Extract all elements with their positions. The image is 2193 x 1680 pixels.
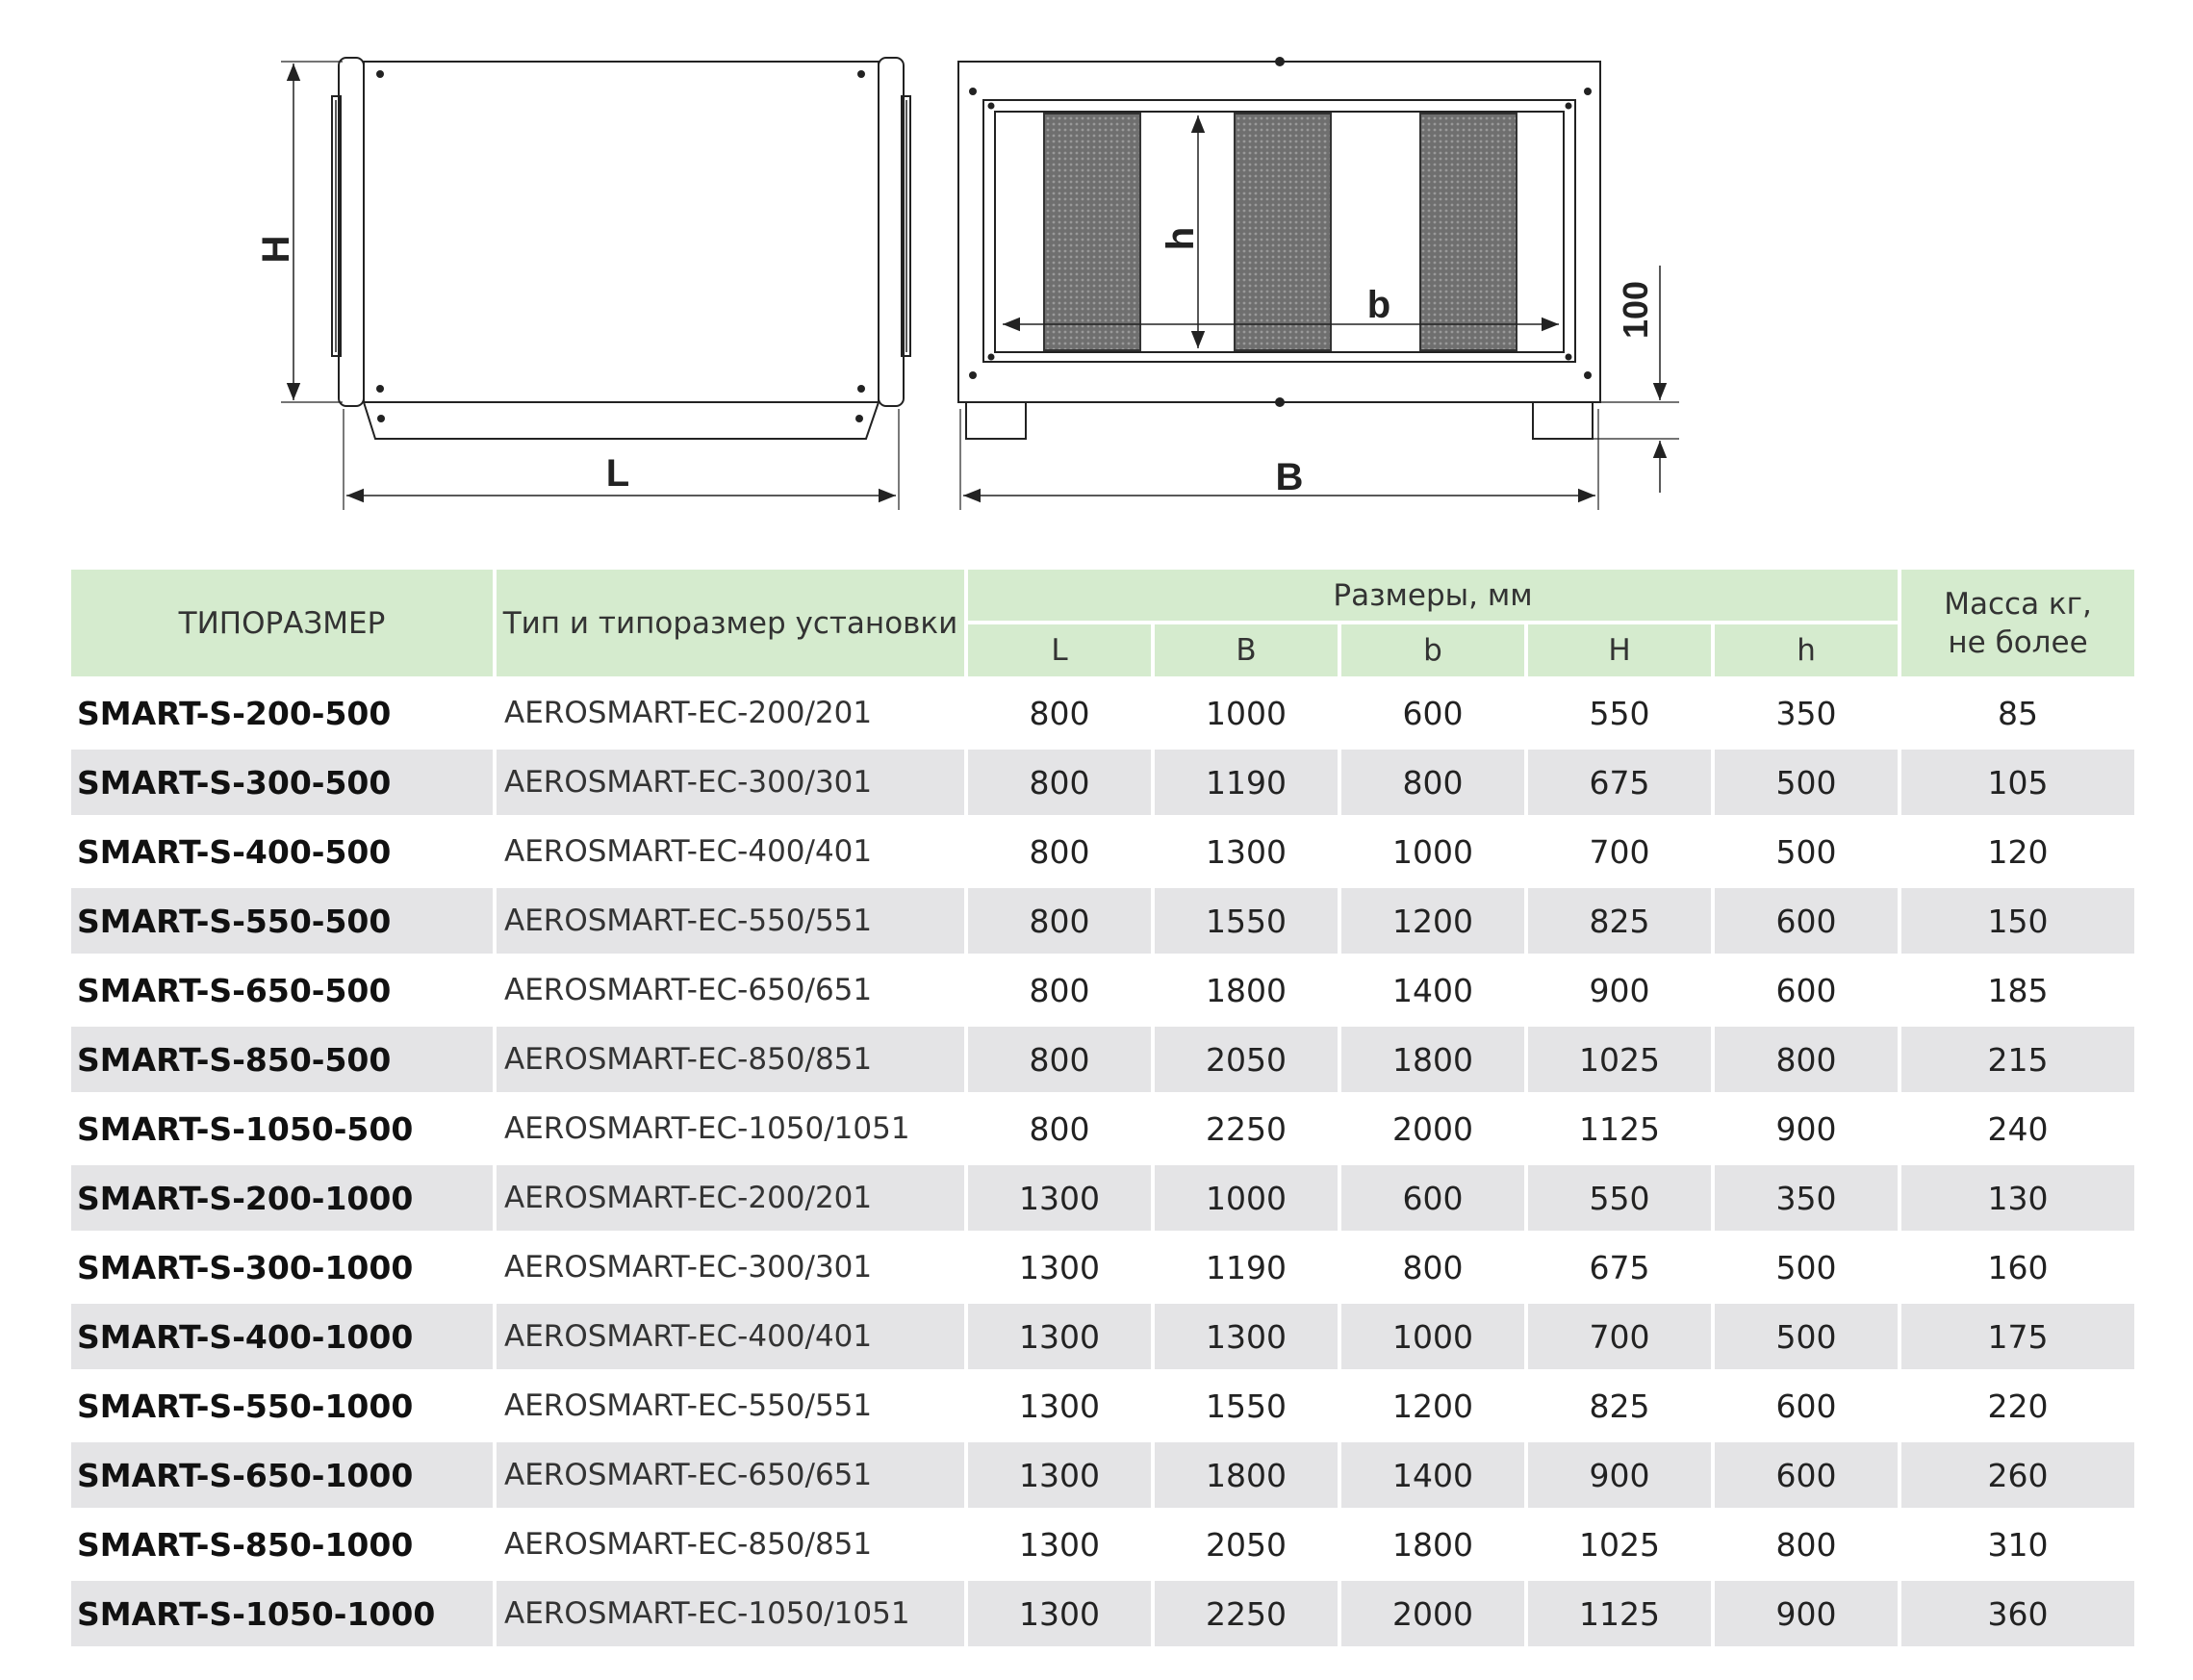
cell-model: SMART-S-1050-500 — [77, 1109, 414, 1148]
cell-B: 2050 — [1206, 1525, 1287, 1564]
cell-mass: 85 — [1998, 694, 2039, 732]
cell-L: 1300 — [968, 1165, 1151, 1231]
cell-model: SMART-S-400-500 — [77, 832, 392, 871]
cell-H: 550 — [1589, 694, 1650, 732]
cell-h: 500 — [1715, 750, 1898, 815]
table-row — [71, 680, 2134, 746]
table-row — [71, 1581, 2134, 1646]
table-row — [71, 1235, 2134, 1300]
table-row — [71, 750, 2134, 815]
cell-model: SMART-S-1050-1000 — [71, 1581, 493, 1646]
cell-b: 2000 — [1392, 1109, 1473, 1148]
cell-h: 800 — [1715, 1027, 1898, 1092]
cell-unit: AEROSMART-EC-300/301 — [504, 1250, 873, 1285]
header-dim-L: L — [968, 624, 1151, 676]
cell-L: 1300 — [968, 1442, 1151, 1508]
cell-H: 550 — [1528, 1165, 1711, 1231]
cell-L: 800 — [968, 750, 1151, 815]
cell-L: 800 — [1029, 971, 1090, 1009]
table-row — [71, 888, 2134, 954]
header-model: ТИПОРАЗМЕР — [71, 570, 493, 676]
cell-mass: 120 — [1987, 832, 2049, 871]
cell-H: 825 — [1528, 888, 1711, 954]
cell-unit: AEROSMART-EC-850/851 — [497, 1027, 964, 1092]
cell-model: SMART-S-200-1000 — [71, 1165, 493, 1231]
cell-unit: AEROSMART-EC-200/201 — [504, 696, 873, 730]
table-row — [71, 1027, 2134, 1092]
cell-mass: 185 — [1987, 971, 2049, 1009]
cell-h: 500 — [1775, 832, 1837, 871]
cell-H: 1025 — [1579, 1525, 1660, 1564]
cell-unit: AEROSMART-EC-200/201 — [497, 1165, 964, 1231]
cell-H: 675 — [1528, 750, 1711, 815]
table-row — [71, 1442, 2134, 1508]
cell-mass: 260 — [1901, 1442, 2134, 1508]
header-dim-h: h — [1715, 624, 1898, 676]
cell-h: 900 — [1775, 1109, 1837, 1148]
cell-B: 1300 — [1155, 1304, 1338, 1369]
header-dimensions: Размеры, мм — [968, 570, 1898, 621]
cell-h: 350 — [1775, 694, 1837, 732]
table-row — [71, 957, 2134, 1023]
cell-b: 600 — [1402, 694, 1464, 732]
cell-model: SMART-S-850-1000 — [77, 1525, 414, 1564]
cell-b: 1800 — [1392, 1525, 1473, 1564]
cell-model: SMART-S-300-1000 — [77, 1248, 414, 1286]
cell-L: 1300 — [1019, 1387, 1100, 1425]
cell-h: 500 — [1715, 1304, 1898, 1369]
cell-h: 600 — [1775, 1387, 1837, 1425]
cell-L: 1300 — [1019, 1525, 1100, 1564]
width-dim-label: B — [1275, 456, 1304, 498]
table-row — [71, 1165, 2134, 1231]
side-view — [281, 58, 910, 510]
cell-h: 600 — [1775, 971, 1837, 1009]
table-row — [71, 1096, 2134, 1161]
cell-unit: AEROSMART-EC-550/551 — [504, 1388, 873, 1423]
cell-L: 1300 — [968, 1304, 1151, 1369]
cell-unit: AEROSMART-EC-1050/1051 — [504, 1111, 910, 1146]
cell-model: SMART-S-200-500 — [77, 694, 392, 732]
cell-mass: 310 — [1987, 1525, 2049, 1564]
cell-b: 1200 — [1392, 1387, 1473, 1425]
cell-B: 1550 — [1206, 1387, 1287, 1425]
cell-H: 700 — [1589, 832, 1650, 871]
header-dim-H: H — [1528, 624, 1711, 676]
header-dim-b: b — [1341, 624, 1524, 676]
cell-H: 1125 — [1579, 1109, 1660, 1148]
cell-unit: AEROSMART-EC-400/401 — [504, 834, 873, 869]
cell-H: 1125 — [1528, 1581, 1711, 1646]
height-dim-label: H — [255, 235, 297, 264]
cell-L: 800 — [1029, 1109, 1090, 1148]
table-row — [71, 1304, 2134, 1369]
cell-B: 1550 — [1155, 888, 1338, 954]
cell-mass: 220 — [1987, 1387, 2049, 1425]
cell-unit: AEROSMART-EC-850/851 — [504, 1527, 873, 1562]
cell-B: 1800 — [1155, 1442, 1338, 1508]
cell-mass: 175 — [1901, 1304, 2134, 1369]
cell-model: SMART-S-300-500 — [71, 750, 493, 815]
cell-L: 800 — [968, 888, 1151, 954]
table-row — [71, 819, 2134, 884]
cell-L: 800 — [1029, 832, 1090, 871]
cell-unit: AEROSMART-EC-550/551 — [497, 888, 964, 954]
cell-b: 1400 — [1392, 971, 1473, 1009]
cell-b: 1800 — [1341, 1027, 1524, 1092]
cell-h: 350 — [1715, 1165, 1898, 1231]
cell-model: SMART-S-400-1000 — [71, 1304, 493, 1369]
cell-model: SMART-S-650-500 — [77, 971, 392, 1009]
cell-b: 1000 — [1392, 832, 1473, 871]
cell-model: SMART-S-550-1000 — [77, 1387, 414, 1425]
cell-B: 1000 — [1206, 694, 1287, 732]
cell-b: 800 — [1341, 750, 1524, 815]
dimension-drawing — [0, 0, 2193, 539]
cell-h: 800 — [1775, 1525, 1837, 1564]
cell-H: 700 — [1528, 1304, 1711, 1369]
cell-b: 600 — [1341, 1165, 1524, 1231]
cell-H: 1025 — [1528, 1027, 1711, 1092]
cell-mass: 240 — [1987, 1109, 2049, 1148]
cell-B: 1000 — [1155, 1165, 1338, 1231]
cell-B: 1190 — [1155, 750, 1338, 815]
cell-L: 1300 — [968, 1581, 1151, 1646]
cell-unit: AEROSMART-EC-650/651 — [504, 973, 873, 1007]
header-dim-B: B — [1155, 624, 1338, 676]
cell-B: 2050 — [1155, 1027, 1338, 1092]
cell-H: 675 — [1589, 1248, 1650, 1286]
cell-model: SMART-S-850-500 — [71, 1027, 493, 1092]
cell-H: 900 — [1528, 1442, 1711, 1508]
table-row — [71, 1512, 2134, 1577]
opening-height-dim-label: h — [1160, 226, 1202, 251]
cell-mass: 150 — [1901, 888, 2134, 954]
cell-b: 1000 — [1341, 1304, 1524, 1369]
opening-width-dim-label: b — [1366, 284, 1391, 326]
cell-mass: 215 — [1901, 1027, 2134, 1092]
cell-unit: AEROSMART-EC-300/301 — [497, 750, 964, 815]
cell-mass: 160 — [1987, 1248, 2049, 1286]
cell-H: 900 — [1589, 971, 1650, 1009]
cell-H: 825 — [1589, 1387, 1650, 1425]
cell-model: SMART-S-650-1000 — [71, 1442, 493, 1508]
cell-B: 1300 — [1206, 832, 1287, 871]
cell-mass: 360 — [1901, 1581, 2134, 1646]
cell-h: 900 — [1715, 1581, 1898, 1646]
cell-mass: 105 — [1901, 750, 2134, 815]
leg-height-dim-label: 100 — [1616, 280, 1655, 340]
cell-L: 800 — [968, 1027, 1151, 1092]
cell-b: 800 — [1402, 1248, 1464, 1286]
cell-unit: AEROSMART-EC-1050/1051 — [497, 1581, 964, 1646]
cell-B: 1190 — [1206, 1248, 1287, 1286]
cell-unit: AEROSMART-EC-650/651 — [497, 1442, 964, 1508]
cell-b: 1400 — [1341, 1442, 1524, 1508]
cell-B: 2250 — [1206, 1109, 1287, 1148]
specification-table — [67, 566, 2138, 1650]
header-unit: Тип и типоразмер установки — [497, 570, 964, 676]
cell-unit: AEROSMART-EC-400/401 — [497, 1304, 964, 1369]
length-dim-label: L — [605, 452, 630, 495]
cell-mass: 130 — [1901, 1165, 2134, 1231]
cell-model: SMART-S-550-500 — [71, 888, 493, 954]
cell-h: 500 — [1775, 1248, 1837, 1286]
cell-b: 1200 — [1341, 888, 1524, 954]
cell-B: 1800 — [1206, 971, 1287, 1009]
cell-h: 600 — [1715, 1442, 1898, 1508]
cell-B: 2250 — [1155, 1581, 1338, 1646]
front-view — [958, 57, 1679, 510]
cell-L: 1300 — [1019, 1248, 1100, 1286]
cell-L: 800 — [1029, 694, 1090, 732]
header-mass: Масса кг, не более — [1901, 570, 2134, 676]
cell-b: 2000 — [1341, 1581, 1524, 1646]
cell-h: 600 — [1715, 888, 1898, 954]
table-row — [71, 1373, 2134, 1438]
